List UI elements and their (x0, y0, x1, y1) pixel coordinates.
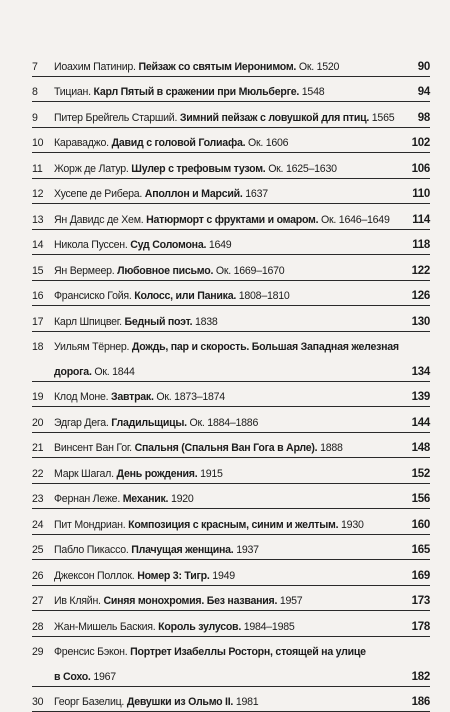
entry-text (54, 519, 406, 534)
entry-page-number: 178 (406, 621, 430, 636)
entry-title: Бедный поэт. (125, 316, 193, 328)
entry-title: Плачущая женщина. (131, 544, 233, 556)
entry-text (54, 417, 406, 432)
toc-entry (32, 611, 430, 637)
entry-text (54, 239, 406, 254)
toc-entry (32, 281, 430, 307)
entry-number: 24 (32, 519, 54, 534)
entry-number: 29 (32, 646, 54, 661)
entry-date: 1949 (212, 570, 235, 582)
toc-entry (32, 102, 430, 128)
entry-title: Пейзаж со святым Иеронимом. (138, 61, 296, 73)
toc-entry (32, 509, 430, 535)
entry-date: 1920 (171, 493, 194, 505)
entry-date: Ок. 1669–1670 (216, 265, 285, 277)
entry-text (54, 163, 406, 178)
toc-entry (32, 407, 430, 433)
entry-author: Уильям Тёрнер. (54, 341, 129, 353)
entry-text (54, 341, 430, 356)
entry-title: Давид с головой Голиафа. (112, 137, 246, 149)
entry-author: Клод Моне. (54, 391, 108, 403)
entry-number: 25 (32, 544, 54, 559)
entry-title: День рождения. (117, 468, 198, 480)
entry-text (54, 214, 406, 229)
entry-date: 1915 (200, 468, 223, 480)
toc-entry (32, 255, 430, 281)
entry-number: 15 (32, 265, 54, 280)
entry-author: Франсиско Гойя. (54, 290, 132, 302)
entry-date: Ок. 1844 (94, 366, 134, 378)
table-of-contents (32, 51, 430, 712)
entry-author: Тициан. (54, 86, 91, 98)
toc-entry (32, 484, 430, 510)
entry-title: Карл Пятый в сражении при Мюльберге. (94, 86, 300, 98)
entry-date: Ок. 1646–1649 (321, 214, 390, 226)
entry-title: Девушки из Ольмо II. (127, 696, 233, 708)
entry-title: Зимний пейзаж с ловушкой для птиц. (180, 112, 369, 124)
toc-entry (32, 179, 430, 205)
entry-date: Ок. 1625–1630 (268, 163, 337, 175)
entry-date: 1957 (280, 595, 303, 607)
entry-number: 9 (32, 112, 54, 127)
entry-text (54, 61, 406, 76)
entry-page-number: 144 (406, 417, 430, 432)
entry-page-number: 156 (406, 493, 430, 508)
entry-title: Номер 3: Тигр. (137, 570, 209, 582)
entry-author: Винсент Ван Гог. (54, 442, 132, 454)
entry-title: Дождь, пар и скорость. Большая Западная железная (132, 341, 399, 353)
entry-author: Джексон Поллок. (54, 570, 134, 582)
entry-date: 1981 (236, 696, 259, 708)
entry-author: Хусепе де Рибера. (54, 188, 142, 200)
entry-author: Эдгар Дега. (54, 417, 109, 429)
entry-author: Ян Вермеер. (54, 265, 114, 277)
entry-title: Любовное письмо. (117, 265, 213, 277)
entry-text (54, 391, 406, 406)
entry-date: 1637 (245, 188, 268, 200)
entry-author: Ив Кляйн. (54, 595, 101, 607)
entry-title: Шулер с трефовым тузом. (131, 163, 265, 175)
entry-title: Механик. (123, 493, 169, 505)
entry-number: 19 (32, 391, 54, 406)
entry-text (54, 493, 406, 508)
entry-text (54, 595, 406, 610)
toc-entry (32, 51, 430, 77)
entry-title: Завтрак. (111, 391, 154, 403)
entry-page-number: 126 (406, 290, 430, 305)
toc-entry (32, 128, 430, 154)
entry-title: Аполлон и Марсий. (145, 188, 243, 200)
entry-author: Марк Шагал. (54, 468, 114, 480)
entry-title-continued: в Сохо. (54, 671, 91, 683)
entry-date: 1838 (195, 316, 218, 328)
entry-page-number: 173 (406, 595, 430, 610)
entry-author: Караваджо. (54, 137, 109, 149)
entry-title-continued: дорога. (54, 366, 92, 378)
entry-page-number: 110 (406, 188, 430, 203)
toc-entry (32, 332, 430, 382)
toc-entry (32, 306, 430, 332)
entry-author: Пабло Пикассо. (54, 544, 129, 556)
entry-title: Натюрморт с фруктами и омаром. (146, 214, 318, 226)
entry-number: 11 (32, 163, 54, 178)
entry-page-number: 90 (406, 61, 430, 76)
toc-entry (32, 458, 430, 484)
entry-date: 1888 (320, 442, 343, 454)
entry-date: 1984–1985 (244, 621, 295, 633)
entry-page-number: 165 (406, 544, 430, 559)
entry-title: Портрет Изабеллы Росторн, стоящей на улице (130, 646, 366, 658)
entry-text (54, 86, 406, 101)
entry-text (54, 137, 406, 152)
entry-page-number: 186 (406, 696, 430, 711)
entry-number: 10 (32, 137, 54, 152)
entry-number: 28 (32, 621, 54, 636)
entry-text (54, 621, 406, 636)
entry-page-number: 130 (406, 316, 430, 331)
entry-text (54, 265, 406, 280)
entry-text (54, 316, 406, 331)
entry-author: Френсис Бэкон. (54, 646, 127, 658)
entry-text (54, 188, 406, 203)
entry-text (54, 112, 406, 127)
entry-page-number: 134 (406, 366, 430, 381)
toc-entry (32, 535, 430, 561)
entry-text (54, 442, 406, 457)
entry-page-number: 160 (406, 519, 430, 534)
entry-date: Ок. 1606 (248, 137, 288, 149)
entry-text (54, 468, 406, 483)
entry-date: 1565 (372, 112, 395, 124)
entry-text (54, 646, 430, 661)
entry-date: 1808–1810 (239, 290, 290, 302)
entry-text-continued (54, 671, 406, 686)
entry-number: 20 (32, 417, 54, 432)
entry-number: 27 (32, 595, 54, 610)
entry-title: Колосс, или Паника. (134, 290, 236, 302)
entry-author: Никола Пуссен. (54, 239, 128, 251)
entry-author: Жан-Мишель Баския. (54, 621, 155, 633)
entry-title: Композиция с красным, синим и желтым. (128, 519, 338, 531)
entry-author: Георг Базелиц. (54, 696, 124, 708)
entry-author: Питер Брейгель Старший. (54, 112, 177, 124)
toc-entry (32, 433, 430, 459)
toc-entry (32, 230, 430, 256)
entry-title: Синяя монохромия. Без названия. (103, 595, 277, 607)
entry-number: 30 (32, 696, 54, 711)
entry-number: 17 (32, 316, 54, 331)
entry-page-number: 182 (406, 671, 430, 686)
entry-number: 23 (32, 493, 54, 508)
entry-title: Суд Соломона. (130, 239, 206, 251)
entry-date: Ок. 1873–1874 (156, 391, 225, 403)
toc-entry (32, 560, 430, 586)
entry-date: Ок. 1520 (299, 61, 339, 73)
entry-number: 26 (32, 570, 54, 585)
entry-number: 21 (32, 442, 54, 457)
entry-page-number: 98 (406, 112, 430, 127)
entry-author: Иоахим Патинир. (54, 61, 136, 73)
toc-entry (32, 153, 430, 179)
entry-date: Ок. 1884–1886 (190, 417, 259, 429)
entry-page-number: 118 (406, 239, 430, 254)
entry-date: 1548 (302, 86, 325, 98)
entry-page-number: 114 (406, 214, 430, 229)
entry-page-number: 169 (406, 570, 430, 585)
entry-page-number: 122 (406, 265, 430, 280)
entry-number: 7 (32, 61, 54, 76)
entry-text (54, 544, 406, 559)
entry-page-number: 106 (406, 163, 430, 178)
toc-entry (32, 382, 430, 408)
toc-entry (32, 77, 430, 103)
entry-author: Карл Шпицвег. (54, 316, 122, 328)
entry-page-number: 94 (406, 86, 430, 101)
entry-number: 13 (32, 214, 54, 229)
entry-number: 8 (32, 86, 54, 101)
entry-number: 14 (32, 239, 54, 254)
entry-author: Пит Мондриан. (54, 519, 125, 531)
entry-number: 18 (32, 341, 54, 356)
entry-title: Спальня (Спальня Ван Гога в Арле). (135, 442, 318, 454)
entry-page-number: 148 (406, 442, 430, 457)
toc-entry (32, 637, 430, 687)
entry-author: Ян Давидс де Хем. (54, 214, 143, 226)
entry-page-number: 152 (406, 468, 430, 483)
entry-number: 22 (32, 468, 54, 483)
entry-number: 12 (32, 188, 54, 203)
entry-date: 1930 (341, 519, 364, 531)
entry-text (54, 570, 406, 585)
entry-date: 1937 (236, 544, 259, 556)
entry-page-number: 102 (406, 137, 430, 152)
entry-author: Фернан Леже. (54, 493, 120, 505)
entry-page-number: 139 (406, 391, 430, 406)
toc-entry (32, 586, 430, 612)
entry-title: Король зулусов. (158, 621, 241, 633)
toc-entry (32, 687, 430, 712)
entry-title: Гладильщицы. (111, 417, 187, 429)
entry-date: 1649 (209, 239, 232, 251)
entry-text (54, 290, 406, 305)
entry-author: Жорж де Латур. (54, 163, 129, 175)
entry-text-continued (54, 366, 406, 381)
toc-entry (32, 204, 430, 230)
entry-text (54, 696, 406, 711)
entry-date: 1967 (93, 671, 116, 683)
entry-number: 16 (32, 290, 54, 305)
